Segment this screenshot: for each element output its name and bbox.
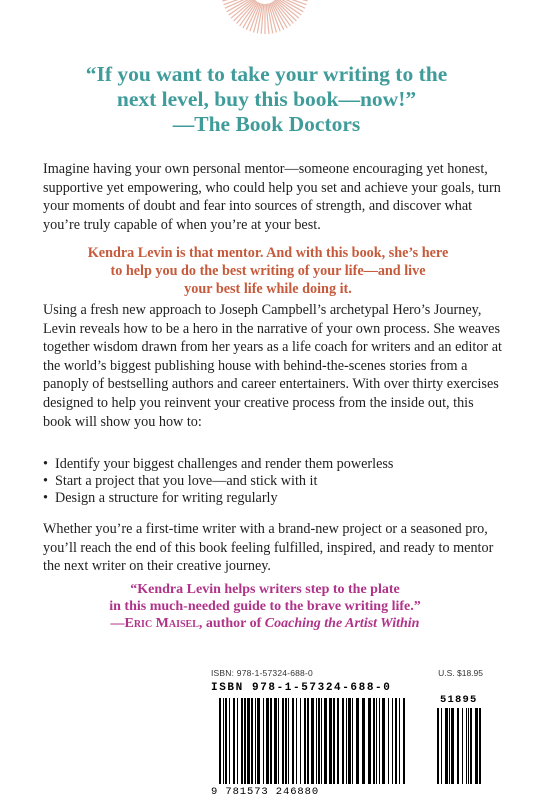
barcode-bar bbox=[225, 698, 227, 784]
barcode-bar bbox=[352, 698, 353, 784]
barcode-bar bbox=[368, 698, 371, 784]
barcode-bar bbox=[278, 698, 279, 784]
barcode-digits: 9 781573 246880 bbox=[211, 786, 320, 798]
price-barcode-bar bbox=[449, 708, 450, 784]
barcode-bar bbox=[251, 698, 253, 784]
price-barcode-bar bbox=[468, 708, 469, 784]
barcode-bar bbox=[395, 698, 397, 784]
barcode-bar bbox=[219, 698, 221, 784]
price-barcode-bar bbox=[441, 708, 442, 784]
approach-paragraph: Using a fresh new approach to Joseph Campbell’s archetypal Hero’s Journey, Levin reveals how to be a hero in the narrative of your own process. She weaves together wisdom drawn from her years as a life coach for writers and an editor at the world’s biggest publishing house with behind-the-scenes stories from a panoply of bestselling authors and career entertainers. With over thirty exercises designed to help you reinvent your creative process from the inside out, this book will show you how to: bbox=[43, 302, 502, 430]
barcode-bar bbox=[392, 698, 393, 784]
highlight-line-2: to help you do the best writing of your life—and live bbox=[110, 263, 426, 279]
barcode-bar bbox=[247, 698, 250, 784]
barcode-bar bbox=[373, 698, 375, 784]
barcode-bar bbox=[318, 698, 320, 784]
barcode-bar bbox=[285, 698, 287, 784]
sunburst-decoration bbox=[180, 0, 350, 40]
top-quote bbox=[40, 62, 493, 137]
barcode-bar bbox=[307, 698, 309, 784]
barcode-bar bbox=[311, 698, 314, 784]
barcode-bar bbox=[288, 698, 289, 784]
price-barcode-bar bbox=[475, 708, 478, 784]
barcode-bar bbox=[241, 698, 243, 784]
barcode-bar bbox=[263, 698, 264, 784]
barcode-bar bbox=[270, 698, 272, 784]
price-barcode-bar bbox=[479, 708, 481, 784]
bottom-quote bbox=[40, 581, 490, 632]
barcode-bar bbox=[233, 698, 235, 784]
barcode-bar bbox=[257, 698, 260, 784]
barcode-bar bbox=[274, 698, 277, 784]
attribution-mid: , author of bbox=[198, 616, 265, 631]
list-item: • Start a project that you love—and stick with it bbox=[43, 473, 505, 490]
barcode-bar bbox=[399, 698, 400, 784]
attribution-book-title: Coaching the Artist Within bbox=[264, 616, 420, 631]
barcode-bar bbox=[329, 698, 332, 784]
barcode-bar bbox=[356, 698, 359, 784]
bottom-quote-attribution bbox=[40, 615, 490, 632]
highlight-line-3: your best life while doing it. bbox=[184, 281, 352, 297]
barcode-bar bbox=[292, 698, 294, 784]
barcode-bar bbox=[342, 698, 344, 784]
barcode-bar bbox=[244, 698, 246, 784]
barcode-bar bbox=[223, 698, 224, 784]
price-barcode-bar bbox=[457, 708, 459, 784]
attribution-name: Eric Maisel bbox=[124, 616, 199, 631]
price-code-text: 51895 bbox=[440, 694, 478, 706]
barcode-bar bbox=[346, 698, 347, 784]
top-quote-attribution: —The Book Doctors bbox=[172, 112, 361, 136]
barcode-image bbox=[211, 696, 483, 786]
bottom-quote-line-1: “Kendra Levin helps writers step to the plate bbox=[130, 582, 400, 597]
barcode-bar bbox=[229, 698, 230, 784]
barcode-bar bbox=[388, 698, 389, 784]
benefits-list bbox=[43, 456, 505, 507]
price-barcode-bar bbox=[466, 708, 467, 784]
list-item: • Identify your biggest challenges and render them powerless bbox=[43, 456, 505, 473]
barcode-bar bbox=[324, 698, 327, 784]
barcode-bar bbox=[300, 698, 301, 784]
bottom-quote-line-2: in this much-needed guide to the brave writing life.” bbox=[109, 599, 421, 614]
list-item: • Design a structure for writing regularly bbox=[43, 490, 505, 507]
barcode-bar bbox=[255, 698, 256, 784]
barcode-bar bbox=[237, 698, 238, 784]
barcode-bar bbox=[304, 698, 306, 784]
price-barcode-bar bbox=[445, 708, 448, 784]
barcode-bar bbox=[337, 698, 339, 784]
barcode-bar bbox=[382, 698, 385, 784]
barcode-bar bbox=[316, 698, 317, 784]
barcode-bar bbox=[348, 698, 351, 784]
attribution-dash: — bbox=[110, 616, 125, 631]
isbn-barcode-text: ISBN 978-1-57324-688-0 bbox=[211, 682, 392, 694]
top-quote-line-2: next level, buy this book—now!” bbox=[116, 87, 417, 111]
barcode-bar bbox=[376, 698, 377, 784]
price-label: U.S. $18.95 bbox=[438, 668, 483, 678]
barcode-bar bbox=[321, 698, 322, 784]
highlight-line-1: Kendra Levin is that mentor. And with this book, she’s here bbox=[87, 245, 449, 261]
price-barcode-bar bbox=[462, 708, 463, 784]
closing-paragraph: Whether you’re a first-time writer with a brand-new project or a seasoned pro, you’ll reach the end of this book feeling fulfilled, inspired, and ready to mentor the next writer on their creative journey. bbox=[43, 521, 494, 575]
isbn-label: ISBN: 978-1-57324-688-0 bbox=[211, 668, 313, 678]
barcode-bar bbox=[333, 698, 335, 784]
barcode-bar bbox=[266, 698, 269, 784]
barcode-bar bbox=[403, 698, 405, 784]
price-barcode-bar bbox=[437, 708, 439, 784]
price-barcode-bar bbox=[451, 708, 454, 784]
barcode-bar bbox=[379, 698, 380, 784]
barcode-bar bbox=[282, 698, 284, 784]
mentor-highlight bbox=[43, 244, 493, 298]
intro-paragraph: Imagine having your own personal mentor—someone encouraging yet honest, supportive yet empowering, who could help you set and achieve your goals, turn your moments of doubt and fear into sources of strength, and discover what you’re truly capable of when you’re at your best. bbox=[43, 161, 501, 233]
top-quote-line-1: “If you want to take your writing to the bbox=[85, 62, 448, 86]
barcode-bar bbox=[362, 698, 365, 784]
barcode-bar bbox=[296, 698, 297, 784]
price-barcode-bar bbox=[470, 708, 472, 784]
barcode-panel bbox=[211, 668, 483, 800]
